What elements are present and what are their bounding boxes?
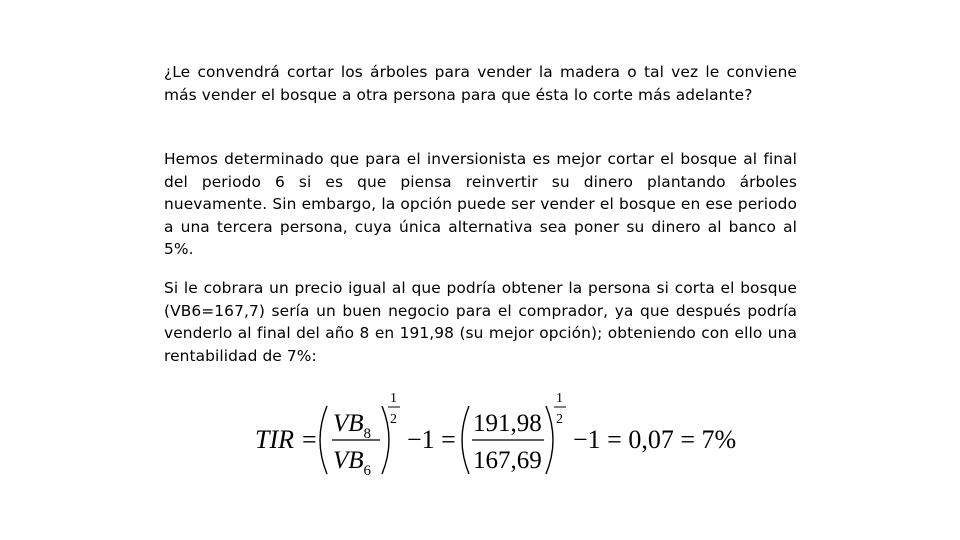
formula-svg [255,386,745,486]
paragraph-conclusion: Si le cobrara un precio igual al que podría obtener la persona si corta el bosque (VB6=167,7) sería un buen negocio para el comprador, ya que después podría venderlo al final del año 8 en 191,98 (su mejor opción); obteniendo con ello una rentabilidad de 7%: [164,279,797,365]
frac2-numerator: 191,98 [473,410,542,437]
formula-result: −1 = 0,07 = 7% [573,425,737,454]
frac1-denominator: $VB_6$ [333,447,372,479]
formula-lhs: TIR [255,425,294,454]
exponent1-numerator: 1 [390,391,397,406]
paren-left-1 [320,406,327,474]
paren-left-2 [462,406,469,474]
exponent2-numerator: 1 [556,391,563,406]
formula-equals: = [302,425,317,454]
paren-right-1 [382,406,389,474]
paragraph-analysis: Hemos determinado que para el inversionista es mejor cortar el bosque al final del periodo 6 si es que piensa reinvertir su dinero plantando árboles nuevamente. Sin embargo, la opción puede ser vender el bosque en ese periodo a una tercera persona, cuya única alternativa sea poner su dinero al banco al 5%. [164,150,797,259]
exponent2-denominator: 2 [556,412,563,427]
exponent1-denominator: 2 [390,412,397,427]
frac1-numerator: $VB_8$ [333,410,372,442]
formula-minus-one: −1 = [407,425,456,454]
paren-right-2 [546,406,553,474]
frac2-denominator: 167,69 [473,447,542,474]
tir-formula [255,386,745,486]
paragraph-question: ¿Le convendrá cortar los árboles para vender la madera o tal vez le conviene más vender el bosque a otra persona para que ésta lo corte más adelante? [164,63,797,104]
